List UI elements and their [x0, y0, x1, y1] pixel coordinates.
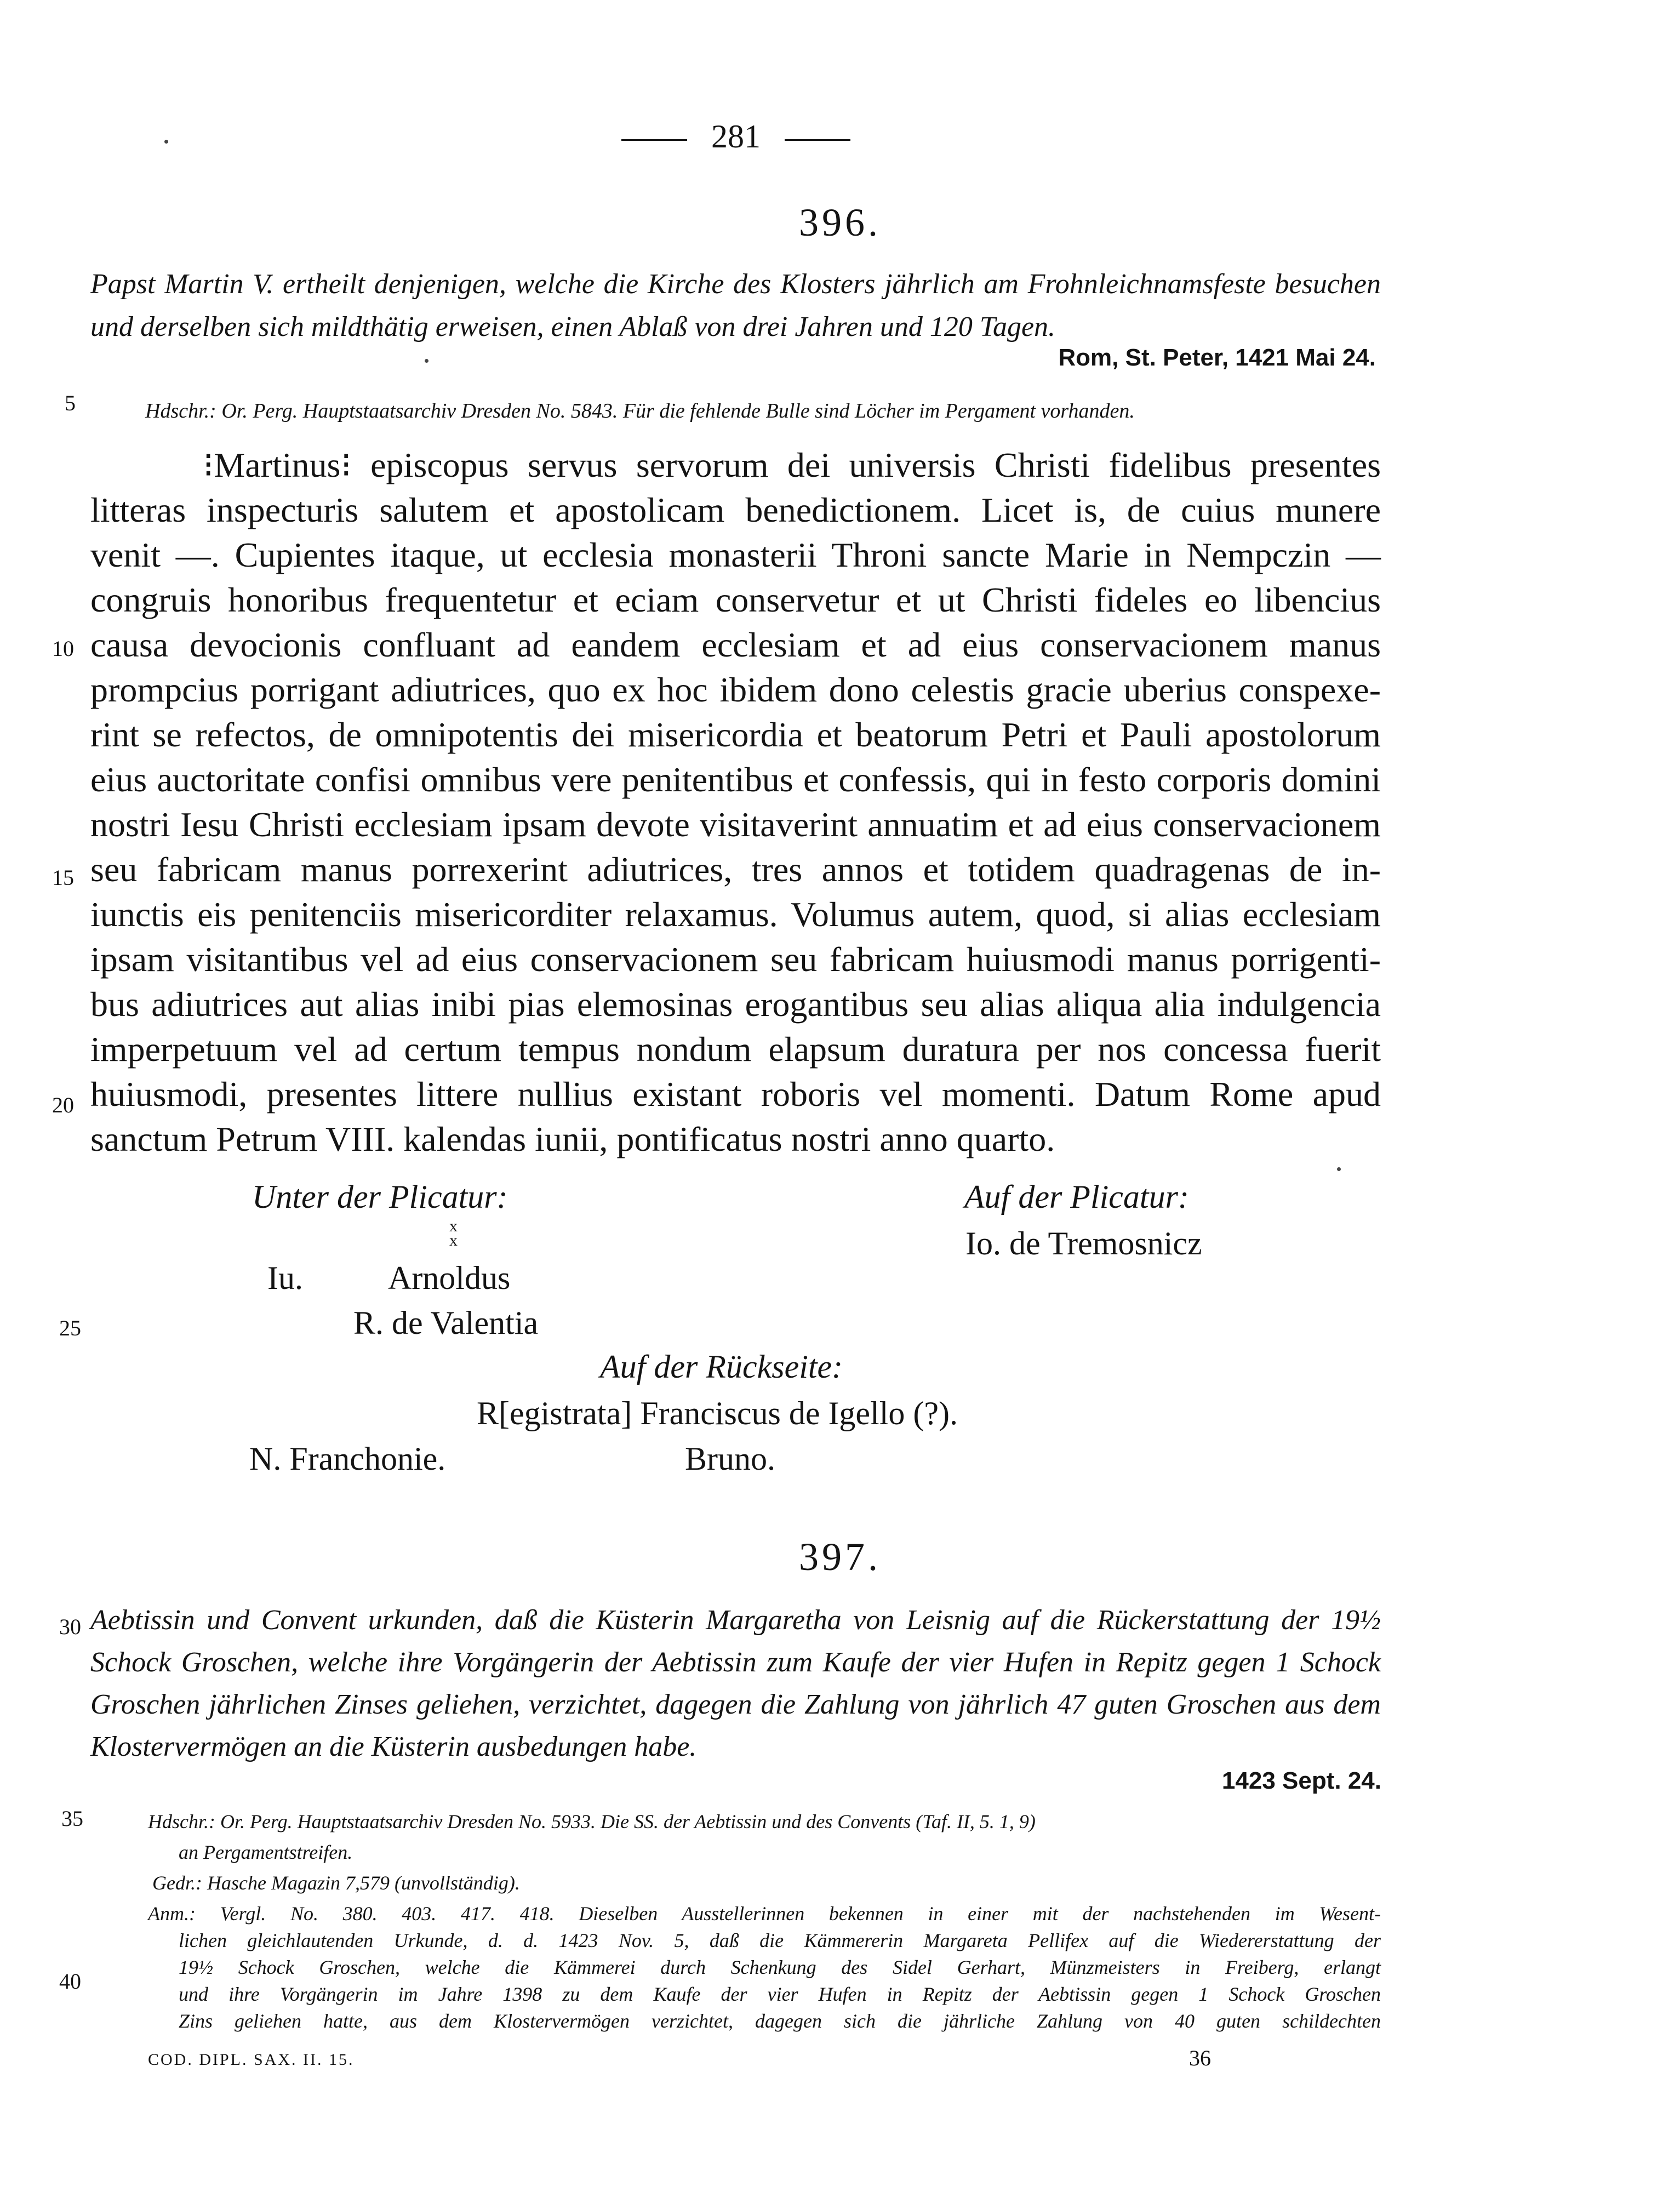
body-line: prompcius porrigant adiutrices, quo ex hoc ibidem dono celestis gracie uberius conspexe- [90, 670, 1381, 709]
signature-tremosnicz: Io. de Tremosnicz [965, 1225, 1202, 1261]
regest-396: Papst Martin V. ertheilt denjenigen, welche die Kirche des Klosters jährlich am Frohnleichnamsfeste besuchen und derselben sich mildthätig erweisen, einen Ablaß von drei Jahren und 120 Tagen. [90, 269, 1381, 342]
page-number-dash-right [785, 139, 850, 141]
document-number-396: 396. [799, 201, 881, 244]
annotation-line: Zins geliehen hatte, aus dem Klostervermögen verzichtet, dagegen sich die jährliche Zahlung von 40 guten schildechten [179, 2010, 1381, 2032]
body-line: congruis honoribus frequentetur et eciam conservetur et ut Christi fideles eo libencius [90, 580, 1381, 619]
line-number-10: 10 [52, 636, 74, 661]
plicatur-cross-mark: x x [449, 1217, 458, 1249]
document-number-397: 397. [799, 1535, 881, 1579]
body-line: imperpetuum vel ad certum tempus nondum elapsum duratura per nos concessa fuerit [90, 1030, 1381, 1069]
line-number-35: 35 [61, 1806, 83, 1831]
body-line: causa devocionis confluant ad eandem ecclesiam et ad eius conservacionem manus [90, 625, 1381, 664]
annotation-line: 19½ Schock Groschen, welche die Kämmerei durch Schenkung des Sidel Gerhart, Münzmeisters in Freiberg, erlangt [179, 1956, 1381, 1978]
annotation-line: und ihre Vorgängerin im Jahre 1398 zu dem Kaufe der vier Hufen in Repitz der Aebtissin gegen 1 Schock Groschen [179, 1983, 1381, 2005]
line-number-15: 15 [52, 865, 74, 890]
line-number-5: 5 [65, 391, 76, 415]
signature-iu: Iu. [267, 1260, 303, 1296]
date-place-396: Rom, St. Peter, 1421 Mai 24. [1058, 344, 1376, 371]
source-note-396: Hdschr.: Or. Perg. Hauptstaatsarchiv Dresden No. 5843. Für die fehlende Bulle sind Löcher im Pergament vorhanden. [145, 399, 1135, 423]
document-body-396 [90, 443, 1381, 1162]
body-line: bus adiutrices aut alias inibi pias elemosinas erogantibus seu alias aliqua alia indulgencia [90, 985, 1381, 1024]
signature-arnoldus: Arnoldus [388, 1260, 511, 1296]
auf-plicatur-label: Auf der Plicatur: [964, 1179, 1189, 1215]
annotation-line: Anm.: Vergl. No. 380. 403. 417. 418. Dieselben Ausstellerinnen bekennen in einer mit der nachstehenden im Wesent- [148, 1903, 1381, 1925]
footer-sheet-number: 36 [1189, 2046, 1211, 2070]
rueckseite-franchonie: N. Franchonie. [249, 1441, 446, 1477]
rueckseite-bruno: Bruno. [685, 1441, 775, 1477]
source-note-397-line1: Hdschr.: Or. Perg. Hauptstaatsarchiv Dresden No. 5933. Die SS. der Aebtissin und des Convents (Taf. II, 5. 1, 9) [148, 1811, 1036, 1832]
scan-speck [425, 359, 428, 363]
rueckseite-registrata: R[egistrata] Franciscus de Igello (?). [477, 1395, 958, 1431]
body-line: rint se refectos, de omnipotentis dei misericordia et beatorum Petri et Pauli apostolorum [90, 715, 1381, 754]
page-number-header [597, 118, 871, 156]
page-number: 281 [711, 118, 761, 155]
date-397: 1423 Sept. 24. [1221, 1767, 1381, 1794]
body-line: venit —. Cupientes itaque, ut ecclesia monasterii Throni sancte Marie in Nempczin — [90, 535, 1381, 574]
source-note-397-line2: an Pergamentstreifen. [179, 1841, 353, 1863]
page-number-dash-left [621, 139, 687, 141]
body-line: huiusmodi, presentes littere nullius existant roboris vel momenti. Datum Rome apud [90, 1075, 1381, 1114]
signature-valentia: R. de Valentia [353, 1305, 539, 1341]
line-number-30: 30 [59, 1614, 81, 1639]
line-number-20: 20 [52, 1093, 74, 1117]
footer-signature: COD. DIPL. SAX. II. 15. [148, 2051, 355, 2069]
body-line: ⁝Martinus⁝ episcopus servus servorum dei universis Christi fidelibus presentes [203, 446, 1381, 484]
body-line: seu fabricam manus porrexerint adiutrices, tres annos et totidem quadragenas de in- [90, 850, 1381, 889]
line-number-40: 40 [59, 1969, 81, 1994]
body-line: litteras inspecturis salutem et apostolicam benedictionem. Licet is, de cuius munere [90, 490, 1381, 529]
body-line: nostri Iesu Christi ecclesiam ipsam devote visitaverint annuatim et ad eius conservacionem [90, 805, 1381, 844]
under-plicatur-label: Unter der Plicatur: [252, 1179, 508, 1215]
body-line: eius auctoritate confisi omnibus vere penitentibus et confessis, qui in festo corporis domini [90, 760, 1381, 799]
body-line: iunctis eis penitenciis misericorditer relaxamus. Volumus autem, quod, si alias ecclesiam [90, 895, 1381, 934]
annotation-397 [148, 1900, 1381, 2035]
body-line: ipsam visitantibus vel ad eius conservacionem seu fabricam huiusmodi manus porrigenti- [90, 940, 1381, 979]
annotation-line: lichen gleichlautenden Urkunde, d. d. 1423 Nov. 5, daß die Kämmererin Margareta Pellifex auf die Wiedererstattung der [179, 1929, 1381, 1951]
line-number-25: 25 [59, 1316, 81, 1340]
rueckseite-label: Auf der Rückseite: [600, 1349, 843, 1385]
regest-397: Aebtissin und Convent urkunden, daß die Küsterin Margaretha von Leisnig auf die Rückerstattung der 19½ Schock Groschen, welche ihre Vorgängerin der Aebtissin zum Kaufe der vier Hufen in Repitz gegen 1 Schock Groschen jährlichen Zinses geliehen, verzichtet, dagegen die Zahlung von jährlich 47 guten Groschen aus dem Klostervermögen an die Küsterin ausbedungen habe. [90, 1605, 1381, 1762]
body-line: sanctum Petrum VIII. kalendas iunii, pontificatus nostri anno quarto. [90, 1120, 1055, 1158]
scan-speck [164, 140, 168, 144]
print-note-397: Gedr.: Hasche Magazin 7,579 (unvollständig). [152, 1872, 520, 1894]
scan-speck [1337, 1167, 1341, 1171]
